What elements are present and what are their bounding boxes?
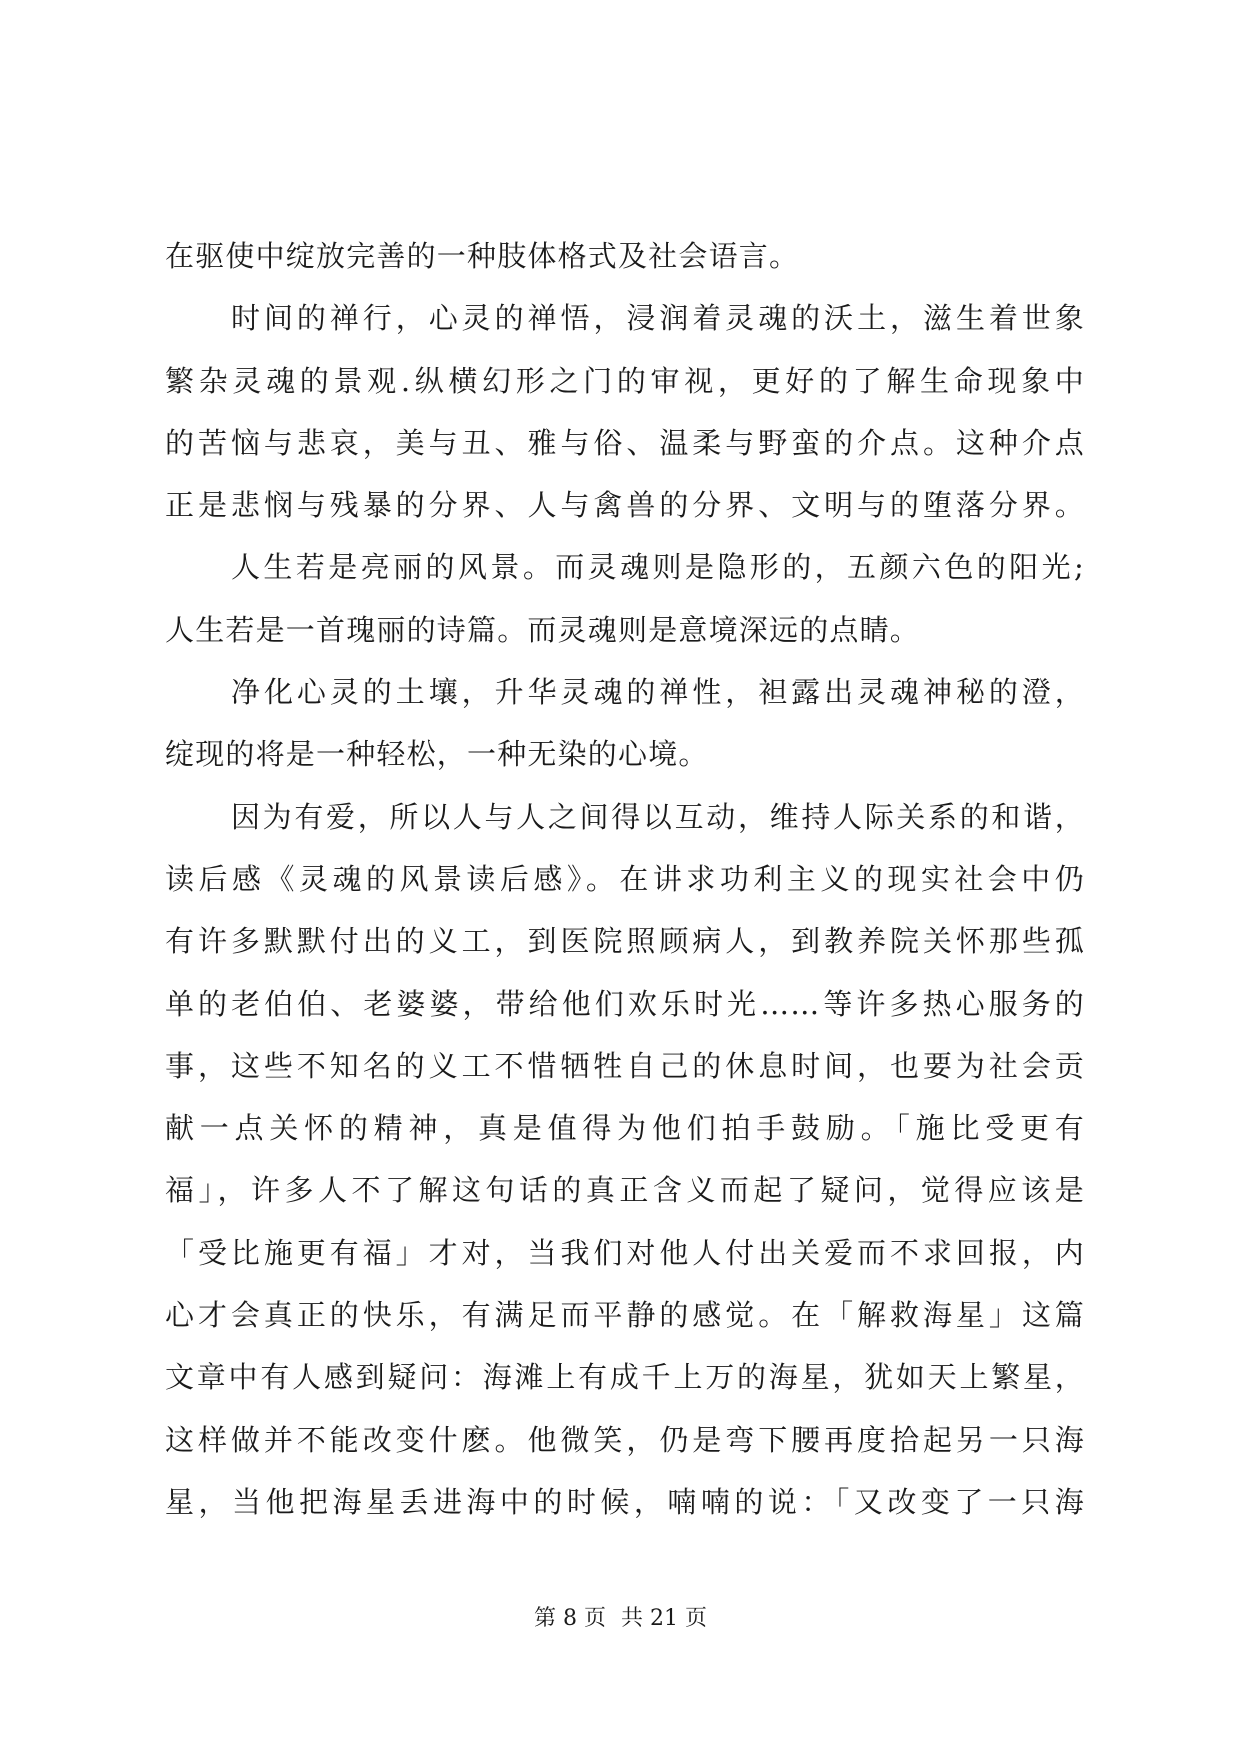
text-line: 人生若是一首瑰丽的诗篇。而灵魂则是意境深远的点睛。: [165, 612, 921, 647]
body-text: [165, 225, 1085, 1533]
paragraph-first-line: 因为有爱，所以人与人之间得以互动，维持人际关系的和谐，: [231, 799, 1085, 834]
text-line: 繁杂灵魂的景观.纵横幻形之门的审视，更好的了解生命现象中: [165, 363, 1085, 398]
page-footer: [0, 1604, 1241, 1634]
text-line: 心才会真正的快乐，有满足而平静的感觉。在「解救海星」这篇: [165, 1298, 1085, 1333]
text-line: 事，这些不知名的义工不惜牺牲自己的休息时间，也要为社会贡: [165, 1048, 1085, 1083]
text-line: 在驱使中绽放完善的一种肢体格式及社会语言。: [165, 239, 800, 273]
paragraph-first-line: 人生若是亮丽的风景。而灵魂则是隐形的，五颜六色的阳光;: [231, 550, 1085, 585]
page-number: 第 8 页: [534, 1606, 606, 1631]
text-line: 绽现的将是一种轻松，一种无染的心境。: [165, 737, 709, 772]
text-line: 「受比施更有福」才对，当我们对他人付出关爱而不求回报，内: [165, 1235, 1085, 1270]
paragraph-first-line: 净化心灵的土壤，升华灵魂的禅性，袒露出灵魂神秘的澄，: [231, 675, 1085, 710]
text-line: 单的老伯伯、老婆婆，带给他们欢乐时光……等许多热心服务的: [165, 986, 1085, 1021]
text-line: 读后感《灵魂的风景读后感》。在讲求功利主义的现实社会中仍: [165, 861, 1085, 896]
text-line: 的苦恼与悲哀，美与丑、雅与俗、温柔与野蛮的介点。这种介点: [165, 425, 1085, 460]
text-line: 这样做并不能改变什麽。他微笑，仍是弯下腰再度拾起另一只海: [165, 1422, 1085, 1457]
text-line: 福」，许多人不了解这句话的真正含义而起了疑问，觉得应该是: [165, 1173, 1085, 1208]
page-total: 共 21 页: [621, 1606, 707, 1631]
text-line: 文章中有人感到疑问：海滩上有成千上万的海星，犹如天上繁星，: [165, 1360, 1085, 1395]
text-line: 献一点关怀的精神，真是值得为他们拍手鼓励。「施比受更有: [165, 1111, 1085, 1146]
paragraph-first-line: 时间的禅行，心灵的禅悟，浸润着灵魂的沃土，滋生着世象: [231, 301, 1085, 336]
text-line: 星，当他把海星丢进海中的时候，喃喃的说：「又改变了一只海: [165, 1484, 1085, 1519]
text-line: 有许多默默付出的义工，到医院照顾病人，到教养院关怀那些孤: [165, 924, 1085, 959]
text-line: 正是悲悯与残暴的分界、人与禽兽的分界、文明与的堕落分界。: [165, 488, 1085, 523]
